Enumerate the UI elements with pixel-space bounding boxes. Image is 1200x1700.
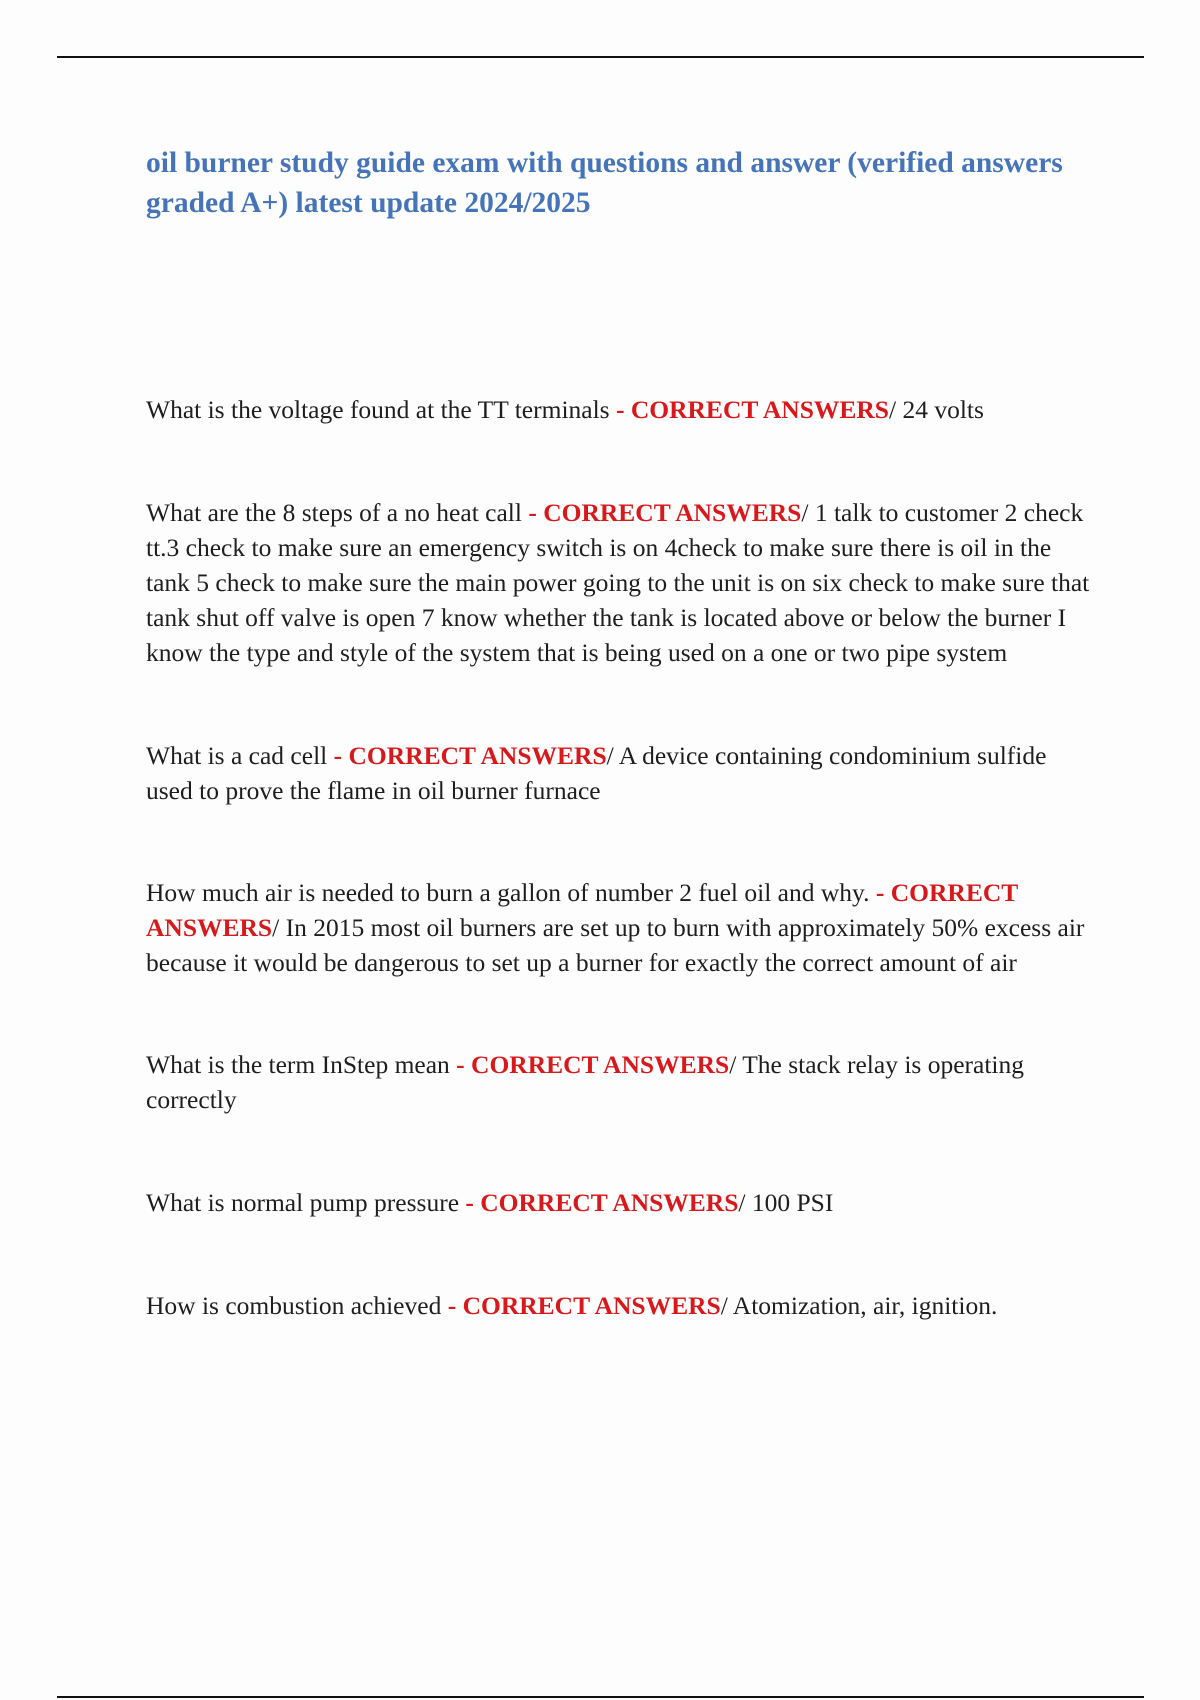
answer-text: 100 PSI — [745, 1188, 834, 1217]
answer-delimiter: / — [889, 395, 897, 424]
question-text: How is combustion achieved — [146, 1291, 442, 1320]
question-text: What is normal pump pressure — [146, 1188, 460, 1217]
answer-delimiter: / — [801, 498, 809, 527]
qa-item — [146, 1288, 1096, 1323]
correct-answers-label: - CORRECT ANSWERS — [615, 395, 889, 424]
correct-answers-label: - CORRECT ANSWERS — [465, 1188, 739, 1217]
header-rule — [57, 56, 1144, 58]
qa-item — [146, 1185, 1096, 1220]
qa-item — [146, 875, 1096, 980]
correct-answers-label: - CORRECT ANSWERS — [447, 1291, 721, 1320]
question-text: What is the term InStep mean — [146, 1050, 450, 1079]
answer-delimiter: / — [272, 913, 280, 942]
qa-list — [146, 392, 1096, 1323]
correct-answers-label: - CORRECT ANSWERS — [333, 741, 607, 770]
answer-text: 24 volts — [896, 395, 984, 424]
answer-text: In 2015 most oil burners are set up to burn with approximately 50% excess air because it would be dangerous to set up a burner for exactly the correct amount of air — [146, 913, 1085, 977]
answer-text: The stack relay is operating correctly — [146, 1050, 1025, 1114]
qa-item — [146, 495, 1096, 670]
correct-answers-label: - CORRECT ANSWERS — [456, 1050, 730, 1079]
correct-answers-label: - CORRECT ANSWERS — [146, 878, 1018, 942]
answer-delimiter: / — [720, 1291, 728, 1320]
correct-answers-label: - CORRECT ANSWERS — [528, 498, 802, 527]
answer-delimiter: / — [729, 1050, 737, 1079]
question-text: What is a cad cell — [146, 741, 328, 770]
question-text: What are the 8 steps of a no heat call — [146, 498, 522, 527]
qa-item — [146, 392, 1096, 427]
document-title: oil burner study guide exam with questions and answer (verified answers graded A+) latest update 2024/2025 — [146, 147, 1063, 219]
answer-text: A device containing condominium sulfide used to prove the flame in oil burner furnace — [146, 741, 1047, 805]
answer-delimiter: / — [606, 741, 614, 770]
question-text: How much air is needed to burn a gallon of number 2 fuel oil and why. — [146, 878, 870, 907]
qa-item — [146, 738, 1096, 808]
answer-delimiter: / — [738, 1188, 746, 1217]
question-text: What is the voltage found at the TT terminals — [146, 395, 610, 424]
qa-item — [146, 1047, 1096, 1117]
footer-rule — [57, 1696, 1144, 1698]
answer-text: 1 talk to customer 2 check tt.3 check to make sure an emergency switch is on 4check to make sure there is oil in the tank 5 check to make sure the main power going to the unit is on six check to make sure that tank shut off valve is open 7 know whether the tank is located above or below the burner I know the type and style of the system that is being used on a one or two pipe system — [146, 498, 1090, 667]
answer-text: Atomization, air, ignition. — [727, 1291, 998, 1320]
